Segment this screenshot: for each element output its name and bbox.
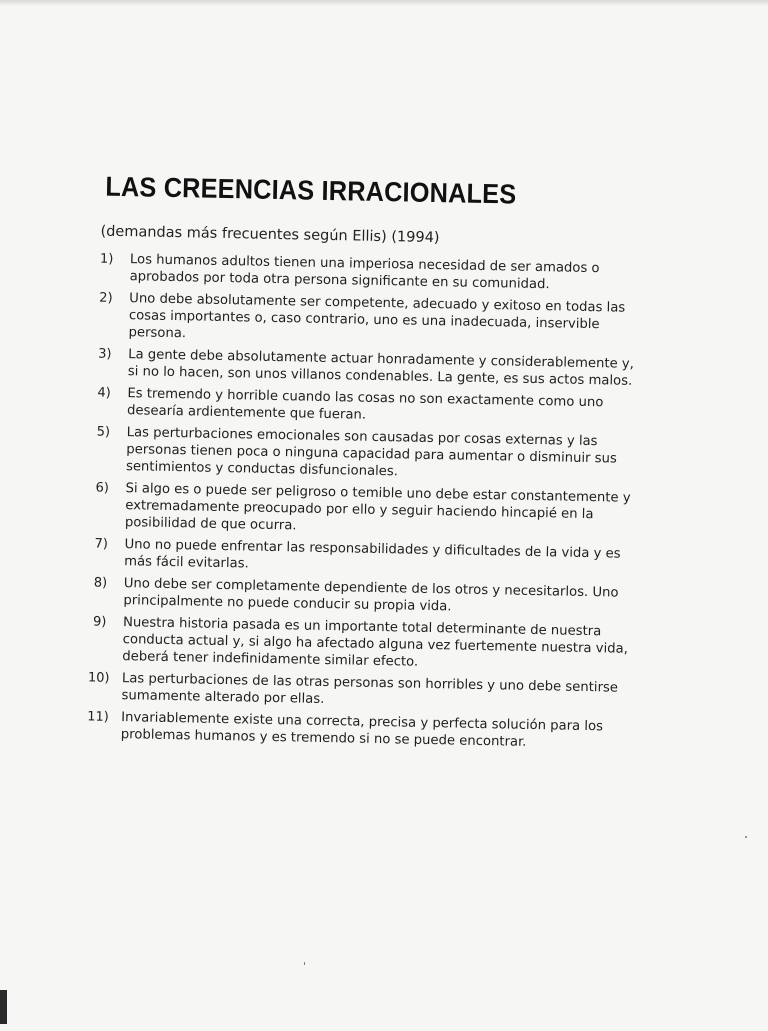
belief-item (87, 670, 640, 715)
belief-text: Uno debe absolutamente ser competente, adecuado y exitoso en todas las cosas importantes o, caso contrario, uno es una inadecuada, inservible persona. (128, 291, 626, 342)
belief-text: Uno no puede enfrentar las responsabilidades y dificultades de la vida y es más fácil evitarlas. (124, 537, 621, 572)
scan-speck (304, 962, 305, 965)
belief-text: Las perturbaciones de las otras personas son horribles y uno debe sentirse sumamente alterado por ellas. (121, 671, 619, 707)
belief-text: Si algo es o puede ser peligroso o temible uno debe estar constantemente y extremadamente preocupado por ello y seguir haciendo hincapié en la posibilidad de que ocurra. (124, 481, 631, 534)
belief-number: 7) (94, 536, 109, 552)
belief-number: 11) (87, 709, 109, 725)
belief-number: 5) (96, 424, 111, 440)
belief-item (96, 424, 645, 486)
belief-text: Invariablemente existe una correcta, precisa y perfecta solución para los problemas humanos y es tremendo si no se puede encontrar. (120, 710, 604, 750)
belief-number: 4) (97, 385, 111, 401)
belief-number: 6) (95, 480, 110, 496)
belief-number: 10) (87, 670, 110, 686)
belief-number: 9) (92, 614, 107, 630)
belief-item (100, 251, 649, 296)
belief-item (93, 575, 642, 620)
belief-number: 3) (98, 346, 112, 362)
document-subtitle: (demandas más frecuentes según Ellis) (1994) (100, 223, 440, 247)
belief-item (98, 346, 647, 391)
belief-item (94, 536, 643, 581)
belief-number: 8) (93, 575, 108, 591)
belief-item (92, 614, 641, 676)
belief-text: Es tremendo y horrible cuando las cosas no son exactamente como uno desearía ardientemente que fueran. (126, 386, 604, 423)
belief-text: Las perturbaciones emocionales son causadas por cosas externas y las personas tienen poca o ninguna capacidad para aumentar o disminuir sus sentimientos y conductas disfuncionales. (125, 425, 617, 480)
belief-text: Nuestra historia pasada es un importante total determinante de nuestra conducta actual y, si algo ha afectado alguna vez fuertemente nuestra vida, deberá tener indefinidamente similar efecto. (122, 615, 628, 670)
belief-item (87, 709, 640, 754)
belief-number: 1) (99, 251, 114, 267)
belief-text: La gente debe absolutamente actuar honradamente y considerablemente y, si no lo hacen, son unos villanos condenables. La gente, es sus actos malos. (127, 347, 635, 389)
belief-text: Los humanos adultos tienen una imperiosa necesidad de ser amados o aprobados por toda otra persona significante en su comunidad. (129, 252, 600, 293)
document-title: LAS CREENCIAS IRRACIONALES (105, 170, 517, 210)
belief-text: Uno debe ser completamente dependiente de los otros y necesitarlos. Uno principalmente no puede conducir su propia vida. (123, 576, 619, 615)
belief-item (97, 385, 646, 430)
belief-item (95, 480, 644, 542)
belief-item (98, 290, 647, 352)
beliefs-list (87, 251, 648, 758)
belief-number: 2) (99, 290, 113, 306)
scan-speck (745, 836, 747, 838)
